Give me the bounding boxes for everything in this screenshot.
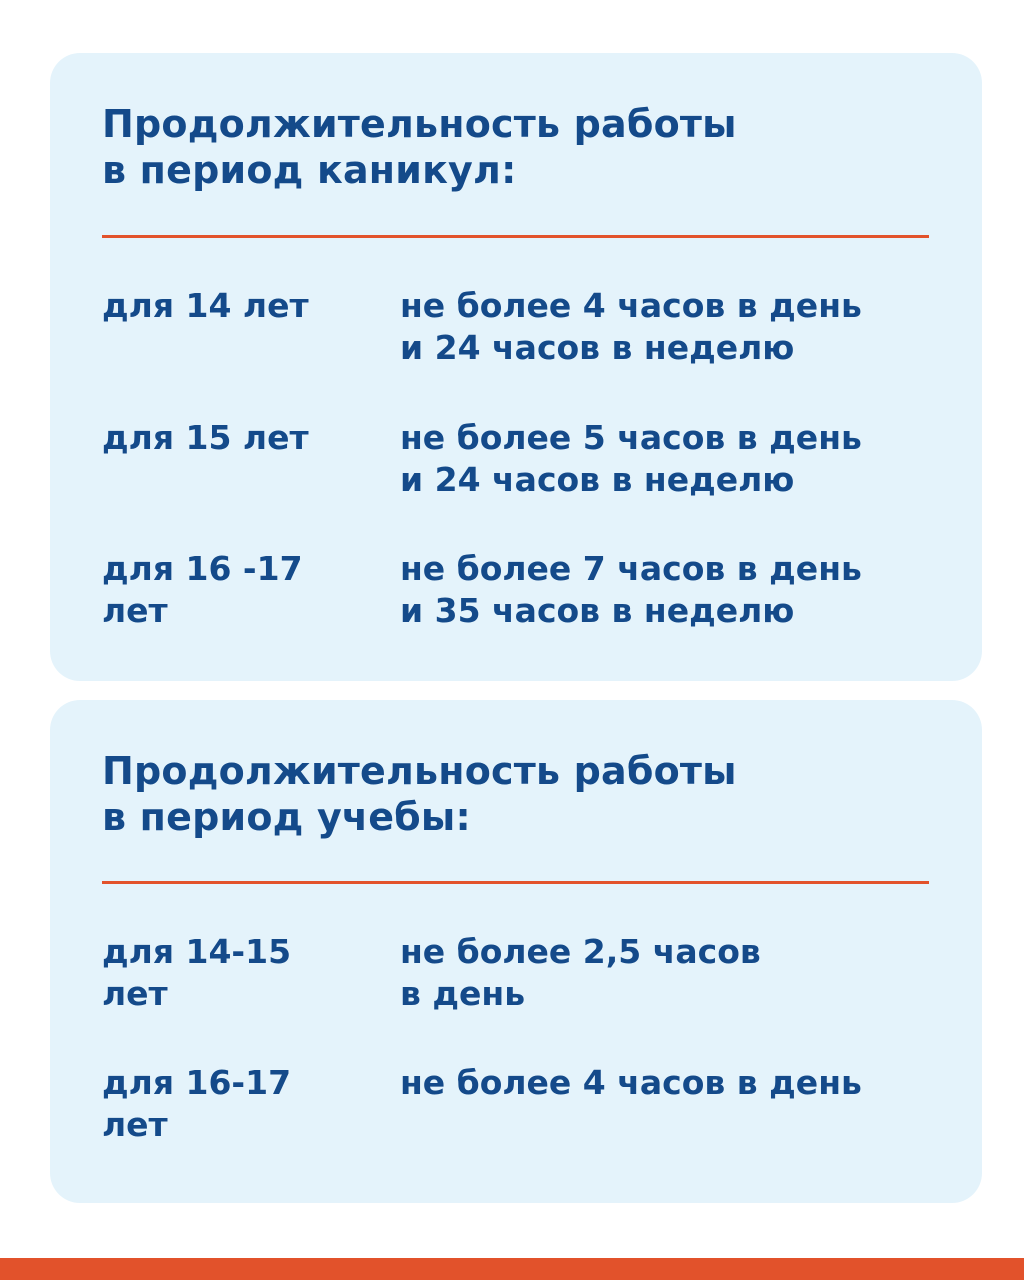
title-line: в период учебы: [102, 795, 471, 839]
limit-line: и 24 часов в неделю [400, 460, 795, 499]
limit-line: не более 2,5 часов [400, 932, 761, 971]
section-divider [102, 881, 929, 884]
limit-line: и 24 часов в неделю [400, 328, 795, 367]
age-group [102, 417, 372, 459]
age-line: для 16-17 [102, 1063, 292, 1102]
hours-limit [400, 1062, 940, 1104]
title-line: Продолжительность работы [102, 102, 737, 146]
study-work-duration-card [50, 700, 982, 1203]
age-line: лет [102, 1105, 168, 1144]
limit-line: не более 5 часов в день [400, 418, 862, 457]
hours-limit [400, 417, 940, 501]
age-line: для 15 лет [102, 418, 309, 457]
age-line: лет [102, 591, 168, 630]
limit-line: не более 4 часов в день [400, 1063, 862, 1102]
holiday-section-title [102, 101, 737, 193]
limit-line: и 35 часов в неделю [400, 591, 795, 630]
age-line: лет [102, 974, 168, 1013]
limit-line: не более 7 часов в день [400, 549, 862, 588]
age-group [102, 1062, 372, 1146]
bottom-accent-bar [0, 1258, 1024, 1280]
study-section-title [102, 748, 737, 840]
hours-limit [400, 548, 940, 632]
limit-line: в день [400, 974, 526, 1013]
age-group [102, 285, 372, 327]
holiday-work-duration-card [50, 53, 982, 681]
hours-limit [400, 931, 940, 1015]
age-line: для 14 лет [102, 286, 309, 325]
age-line: для 16 -17 [102, 549, 303, 588]
limit-line: не более 4 часов в день [400, 286, 862, 325]
title-line: в период каникул: [102, 148, 517, 192]
age-group [102, 931, 372, 1015]
hours-limit [400, 285, 940, 369]
section-divider [102, 235, 929, 238]
age-line: для 14-15 [102, 932, 292, 971]
title-line: Продолжительность работы [102, 749, 737, 793]
age-group [102, 548, 372, 632]
